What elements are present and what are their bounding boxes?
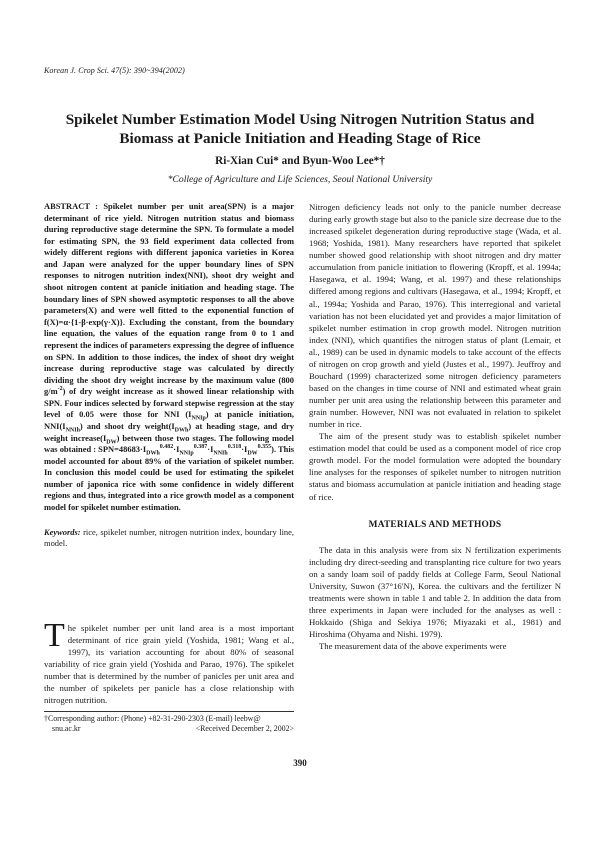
abstract-sub: DW bbox=[106, 439, 117, 446]
abstract-text: ) and shoot dry weight(I bbox=[79, 420, 175, 431]
abstract-text: ) between those two stages. The following model was obtained : SPN=48683·I bbox=[44, 432, 294, 455]
footnote-line-2 bbox=[44, 724, 294, 734]
title-line-1: Spikelet Number Estimation Model Using Nitrogen Nutrition Status and bbox=[65, 111, 535, 128]
footnote-email-domain: snu.ac.kr bbox=[52, 724, 81, 734]
body-paragraph: The measurement data of the above experiments were bbox=[319, 641, 507, 652]
abstract-text: ·I bbox=[241, 444, 248, 455]
abstract-sup: 0.355 bbox=[257, 444, 272, 451]
received-date: <Received December 2, 2002> bbox=[195, 724, 294, 734]
abstract bbox=[44, 201, 294, 514]
abstract-paragraph bbox=[44, 201, 294, 514]
abstract-sub: DWh bbox=[146, 450, 160, 457]
abstract-sub: NNIh bbox=[213, 450, 228, 457]
abstract-text: ) at heading stage, and dry weight increase(I bbox=[44, 420, 294, 443]
abstract-text: ) at panicle initiation, NNI(I bbox=[44, 409, 294, 431]
abstract-sub: DW bbox=[247, 450, 258, 457]
left-column bbox=[44, 201, 294, 550]
abstract-text: Spikelet number per unit area(SPN) is a major determinant of rice yield. Nitrogen nutrition status and biomass during reproductive stage determine the SPN. To formulate a model for estimating SPN, the 93 field experiment data collected from widely different regions with different japonica varieties in Korea and Japan were analyzed for the upper boundary lines of SPN responses to nitrogen nutrition index(NNI), shoot dry weight and shoot nitrogen content at panicle initiation and heading stage. The boundary lines of SPN showed asymptotic responses to all the above parameters(X) and were well fitted to the exponential function of f(X)=α·{1-β·exp(γ·X)}. Excluding the constant, from the boundary line equation, the values of the equation range from 0 to 1 and represent the indices of parameters expressing the degree of influence on SPN. In addition to those indices, the index of shoot dry weight increase during reproductive stage was calculated by directly dividing the shoot dry weight increase by the maximum value (800 g/m bbox=[44, 201, 295, 397]
intro-paragraph bbox=[44, 617, 294, 706]
abstract-sub: DWh bbox=[174, 427, 189, 434]
affiliation: *College of Agriculture and Life Sciences, Seoul National University bbox=[167, 174, 433, 185]
abstract-text: ). This model accounted for about 89% of the variation of spikelet number. In conclusion this model could be used for estimating the spikelet number of japonica rice with some confidence in widely different regions and thus, integrated into a rice growth model as a component model for spikelet number estimation. bbox=[44, 444, 294, 513]
body-paragraph: The aim of the present study was to establish spikelet number estimation model that could be used as a component model of rice crop growth model. For the model formulation were adopted the boundary line analyses for the responses of spikelet number to nitrogen nutrition status and biomass accumulation at panicle initiation and heading stage of rice. bbox=[309, 431, 561, 502]
keywords bbox=[44, 527, 294, 550]
title-line-2: Biomass at Panicle Initiation and Heading Stage of Rice bbox=[119, 130, 481, 147]
authors: Ri-Xian Cui* and Byun-Woo Lee*† bbox=[215, 155, 385, 167]
page-number: 390 bbox=[293, 758, 307, 768]
footnote-divider bbox=[44, 711, 294, 712]
body-paragraph: The data in this analysis were from six N fertilization experiments including dry direct-seeding and transplanting rice culture for two years on a sandy loam soil of paddy fields at College Farm, Seoul National University, Suwon (37°16'N), Korea. the cultivars and the fertilizer N treatments were shown in table 1 and table 2. In addition the data from three experiments in Japan were included for the analyses as well : Hokkaido (Shiga and Sekiya 1976; Miyazaki et al., 1981) and Hiroshima (Ohyama and Nishi. 1979). bbox=[309, 544, 561, 639]
section-heading: MATERIALS AND METHODS bbox=[368, 519, 502, 530]
body-paragraph: Nitrogen deficiency leads not only to the panicle number decrease during early growth stage but also to the panicle size decrease due to the increased spikelet degeneration during reproductive stage (Wada, et al. 1968; Yoshida, 1981). Many researchers have reported that spikelet number showed good relationship with shoot nitrogen and dry matter accumulation from panicle initiation to flowering (Kropff, et al. 1994a; Hasegawa, et al. 1994; Wang, et al. 1997) and these relationships differed among regions and cultivars (Hasegawa, et al., 1994; Kropff, et al., 1994a; Yoshida and Parao, 1976). This interregional and varietal variation has not been elucidated yet and provides a major limitation of spikelet number estimation in crop growth model. Nitrogen nutrition index (NNI), which quantifies the nitrogen status of plant (Lemair, et al., 1989) can be used in dynamic models to take account of the effects of nitrogen on crop growth and yield (Justes et al., 1997). Jeuffroy and Bouchard (1999) characterized some nitrogen deficiency parameters based on the changes in time course of NNI and estimated wheat grain number per unit area using the relationship between this parameter and grain number. However, NNI was not evaluated in relation to spikelet number in rice. bbox=[309, 202, 561, 430]
abstract-sub: NNIh bbox=[65, 427, 80, 434]
journal-reference: Korean J. Crop Sci. 47(5): 390~394(2002) bbox=[44, 66, 185, 75]
abstract-sub: NNIp bbox=[191, 416, 206, 423]
corresponding-author-footnote bbox=[44, 714, 294, 735]
abstract-text: ·I bbox=[173, 444, 180, 455]
abstract-sup: -2 bbox=[57, 386, 63, 393]
abstract-sup: 0.482 bbox=[159, 444, 174, 451]
introduction-start bbox=[44, 617, 294, 706]
paper-title bbox=[40, 110, 560, 148]
introduction-continued bbox=[309, 201, 561, 503]
materials-and-methods bbox=[309, 544, 561, 653]
abstract-sup: 0.387 bbox=[193, 444, 208, 451]
keywords-label: Keywords: bbox=[44, 526, 81, 537]
footnote-line-1: †Corresponding author: (Phone) +82-31-290-2303 (E-mail) leebw@ bbox=[44, 714, 261, 723]
abstract-text: ·I bbox=[207, 444, 214, 455]
abstract-sub: NNIp bbox=[179, 450, 194, 457]
drop-cap: T bbox=[44, 617, 65, 654]
keywords-text: rice, spikelet number, nitrogen nutrition index, boundary line, model. bbox=[44, 526, 294, 549]
abstract-sup: 0.318 bbox=[227, 444, 242, 451]
abstract-text: ) of dry weight increase as it showed linear relationship with SPN. Four indices selected by forward stepwise regression at the stay level of 0.05 were those for NNI (I bbox=[44, 386, 294, 420]
abstract-label: ABSTRACT : bbox=[44, 201, 104, 211]
right-column bbox=[309, 201, 561, 652]
intro-text: he spikelet number per unit land area is a most important determinant of rice grain yield (Yoshida, 1981; Wang et al., 1997), its variation accounting for about 80% of seasonal variability of rice grain yield (Yoshida and Parao, 1976). The spikelet number that is determined by the number of panicles per unit area and the number of spikelets per panicle has a close relationship with nitrogen nutrition. bbox=[44, 623, 294, 705]
